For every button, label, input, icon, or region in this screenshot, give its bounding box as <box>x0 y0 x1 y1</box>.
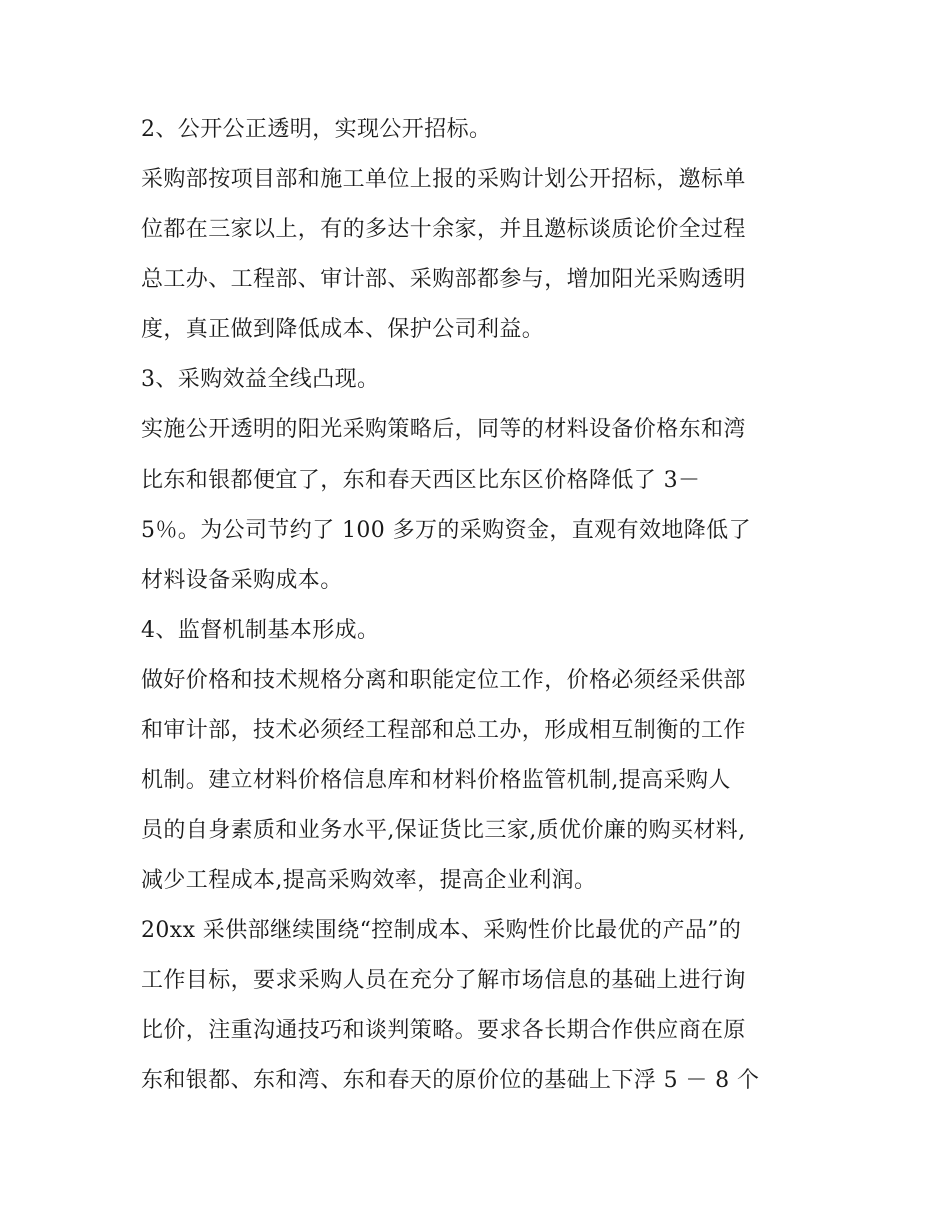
paragraph-line: 减少工程成本,提高采购效率，提高企业利润。 <box>141 868 597 893</box>
paragraph-line: 比东和银都便宜了，东和春天西区比东区价格降低了 3－ <box>141 468 701 493</box>
paragraph-line: 和审计部，技术必须经工程部和总工办，形成相互制衡的工作 <box>141 718 746 743</box>
paragraph-line: 员的自身素质和业务水平,保证货比三家,质优价廉的购买材料, <box>141 818 746 843</box>
paragraph-line: 比价，注重沟通技巧和谈判策略。要求各长期合作供应商在原 <box>141 1018 746 1043</box>
paragraph-line: 做好价格和技术规格分离和职能定位工作，价格必须经采供部 <box>141 668 746 693</box>
paragraph-line: 采购部按项目部和施工单位上报的采购计划公开招标，邀标单 <box>141 167 746 192</box>
paragraph-line: 度，真正做到降低成本、保护公司利益。 <box>141 317 545 342</box>
section-heading-4: 4、监督机制基本形成。 <box>141 618 380 643</box>
section-heading-3: 3、采购效益全线凸现。 <box>141 367 380 392</box>
paragraph-line: 5％。为公司节约了 100 多万的采购资金，直观有效地降低了 <box>141 518 751 543</box>
paragraph-line: 东和银都、东和湾、东和春天的原价位的基础上下浮 5 － 8 个 <box>141 1068 760 1093</box>
section-heading-2: 2、公开公正透明，实现公开招标。 <box>141 117 492 142</box>
paragraph-line: 位都在三家以上，有的多达十余家，并且邀标谈质论价全过程 <box>141 217 746 242</box>
paragraph-line: 材料设备采购成本。 <box>141 568 343 593</box>
paragraph-line: 工作目标，要求采购人员在充分了解市场信息的基础上进行询 <box>141 968 746 993</box>
paragraph-line: 机制。建立材料价格信息库和材料价格监管机制,提高采购人 <box>141 768 731 793</box>
paragraph-line: 20xx 采供部继续围绕“控制成本、采购性价比最优的产品”的 <box>141 918 742 943</box>
paragraph-line: 总工办、工程部、审计部、采购部都参与，增加阳光采购透明 <box>141 267 746 292</box>
paragraph-line: 实施公开透明的阳光采购策略后，同等的材料设备价格东和湾 <box>141 417 746 442</box>
